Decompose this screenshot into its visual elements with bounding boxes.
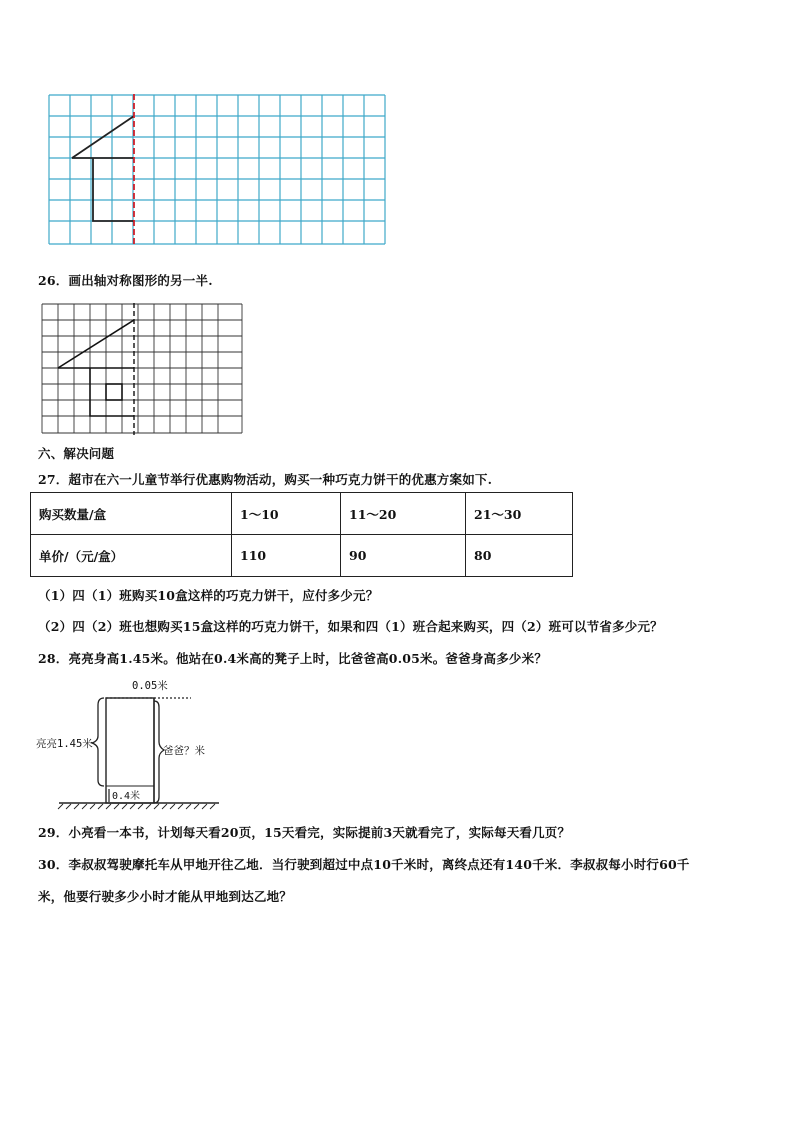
blue-grid-figure xyxy=(48,94,388,248)
table-cell: 11～20 xyxy=(341,493,466,535)
question-number: 29． xyxy=(38,825,69,840)
left-brace xyxy=(92,698,104,786)
question-30-line2: 米，他要行驶多少小时才能从甲地到达乙地？ xyxy=(38,889,293,904)
price-table xyxy=(30,492,573,577)
table-cell: 80 xyxy=(466,535,573,577)
table-cell: 21～30 xyxy=(466,493,573,535)
question-text: 亮亮身高1.45米。他站在0.4米高的凳子上时，比爸爸高0.05米。爸爸身高多少米？ xyxy=(68,651,548,666)
left-label: 亮亮1.45米 xyxy=(36,738,93,750)
question-27-sub1: （1）四（1）班购买10盒这样的巧克力饼干，应付多少元？ xyxy=(38,588,379,603)
right-label: 爸爸？米 xyxy=(163,745,205,757)
table-cell: 90 xyxy=(341,535,466,577)
question-text: 超市在六一儿童节举行优惠购物活动，购买一种巧克力饼干的优惠方案如下. xyxy=(68,472,493,487)
question-number: 26． xyxy=(38,273,69,288)
section-title: 六、解决问题 xyxy=(38,446,115,461)
gray-grid-figure xyxy=(41,303,246,438)
question-text: 画出轴对称图形的另一半. xyxy=(68,273,213,288)
table-cell: 1～10 xyxy=(232,493,341,535)
question-text: 小亮看一本书，计划每天看20页，15天看完，实际提前3天就看完了，实际每天看几页？ xyxy=(68,825,571,840)
question-number: 28． xyxy=(38,651,69,666)
question-27 xyxy=(38,470,492,488)
half-house-shape-2 xyxy=(58,320,134,416)
bottom-label: 0.4米 xyxy=(112,791,141,802)
question-28 xyxy=(38,649,547,667)
table-cell: 110 xyxy=(232,535,341,577)
table-cell: 购买数量/盒 xyxy=(31,493,232,535)
question-number: 30． xyxy=(38,857,69,872)
question-26 xyxy=(38,271,213,289)
question-30 xyxy=(38,855,690,873)
liangliang-bar xyxy=(106,698,154,803)
height-diagram xyxy=(36,675,226,810)
question-27-sub2: （2）四（2）班也想购买15盒这样的巧克力饼干，如果和四（1）班合起来购买，四（2）班可以节省多少元？ xyxy=(38,619,663,634)
table-row xyxy=(31,493,573,535)
question-text: 李叔叔驾驶摩托车从甲地开往乙地．当行驶到超过中点10千米时，离终点还有140千米．李叔叔每小时行60千 xyxy=(68,857,690,872)
table-cell: 单价/（元/盒） xyxy=(31,535,232,577)
question-29 xyxy=(38,823,570,841)
half-house-shape xyxy=(72,116,134,221)
table-row xyxy=(31,535,573,577)
question-number: 27． xyxy=(38,472,69,487)
top-label: 0.05米 xyxy=(132,680,168,692)
ground-hatch xyxy=(58,804,215,809)
